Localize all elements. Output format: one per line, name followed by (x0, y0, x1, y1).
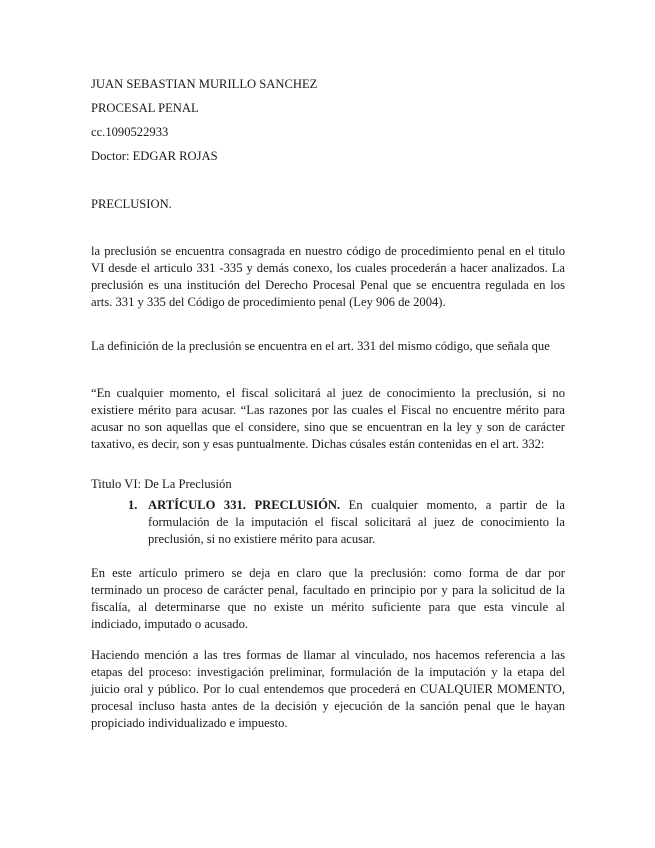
paragraph-line: propiciado individualizado e impuesto. (91, 716, 288, 730)
paragraph-line: fiscalía, al determinarse que no existe un mérito suficiente para que esta vincule al (91, 600, 565, 614)
teacher-name: Doctor: EDGAR ROJAS (91, 149, 218, 163)
paragraph-line: existiere mérito para acusar. “Las razones por las cuales el Fiscal no encuentre mérito para (91, 403, 565, 417)
author-name: JUAN SEBASTIAN MURILLO SANCHEZ (91, 77, 318, 91)
paragraph-line: preclusión es una institución del Derecho Procesal Penal que se encuentra regulada en los (91, 278, 565, 292)
paragraph-line: etapas del proceso: investigación preliminar, formulación de la imputación y la etapa del (91, 665, 565, 679)
paragraph-line: terminado un proceso de carácter penal, facultado en principio por y para la solicitud de la (91, 583, 565, 597)
paragraph-line: En este artículo primero se deja en claro que la preclusión: como forma de dar por (91, 566, 565, 580)
paragraph-line: juicio oral y público. Por lo cual entendemos que procederá en CUALQUIER MOMENTO, (91, 682, 565, 696)
article-label: ARTÍCULO 331. PRECLUSIÓN. (148, 498, 341, 512)
paragraph-line: taxativo, es decir, son y esas puntualmente. Dichas cúsales están contenidas en el art. 332: (91, 437, 545, 451)
list-number: 1. (128, 498, 138, 512)
paragraph-line: la preclusión se encuentra consagrada en nuestro código de procedimiento penal en el titulo (91, 244, 565, 258)
paragraph-line: “En cualquier momento, el fiscal solicitará al juez de conocimiento la preclusión, si no (91, 386, 565, 400)
list-line: preclusión, si no existiere mérito para acusar. (148, 532, 376, 546)
paragraph-line: procesal incluso hasta antes de la decisión y ejecución de la sanción penal que le hayan (91, 699, 565, 713)
paragraph-analysis (91, 565, 565, 633)
list-item-body (148, 497, 565, 548)
paragraph-stages (91, 647, 565, 732)
student-id: cc.1090522933 (91, 125, 169, 139)
paragraph-line: indiciado, imputado o acusado. (91, 617, 249, 631)
paragraph-intro (91, 243, 565, 311)
paragraph-quote (91, 385, 565, 453)
paragraph-line: Haciendo mención a las tres formas de llamar al vinculado, nos hacemos referencia a las (91, 648, 565, 662)
list-line (148, 497, 565, 514)
paragraph-line: arts. 331 y 335 del Código de procedimiento penal (Ley 906 de 2004). (91, 295, 446, 309)
document-title: PRECLUSION. (91, 197, 172, 211)
list-item (128, 497, 565, 548)
article-text: En cualquier momento, a partir de la (348, 498, 565, 512)
paragraph-definition: La definición de la preclusión se encuentra en el art. 331 del mismo código, que señala que (91, 339, 550, 353)
section-heading: Titulo VI: De La Preclusión (91, 477, 232, 491)
course-name: PROCESAL PENAL (91, 101, 199, 115)
list-line: formulación de la imputación el fiscal solicitará al juez de conocimiento la (148, 515, 565, 529)
paragraph-line: acusar no son aquellas que el considere, sino que se encuentran en la ley y son de carácter (91, 420, 565, 434)
paragraph-line: VI desde el articulo 331 -335 y demás conexo, los cuales procederán a hacer analizados. La (91, 261, 565, 275)
